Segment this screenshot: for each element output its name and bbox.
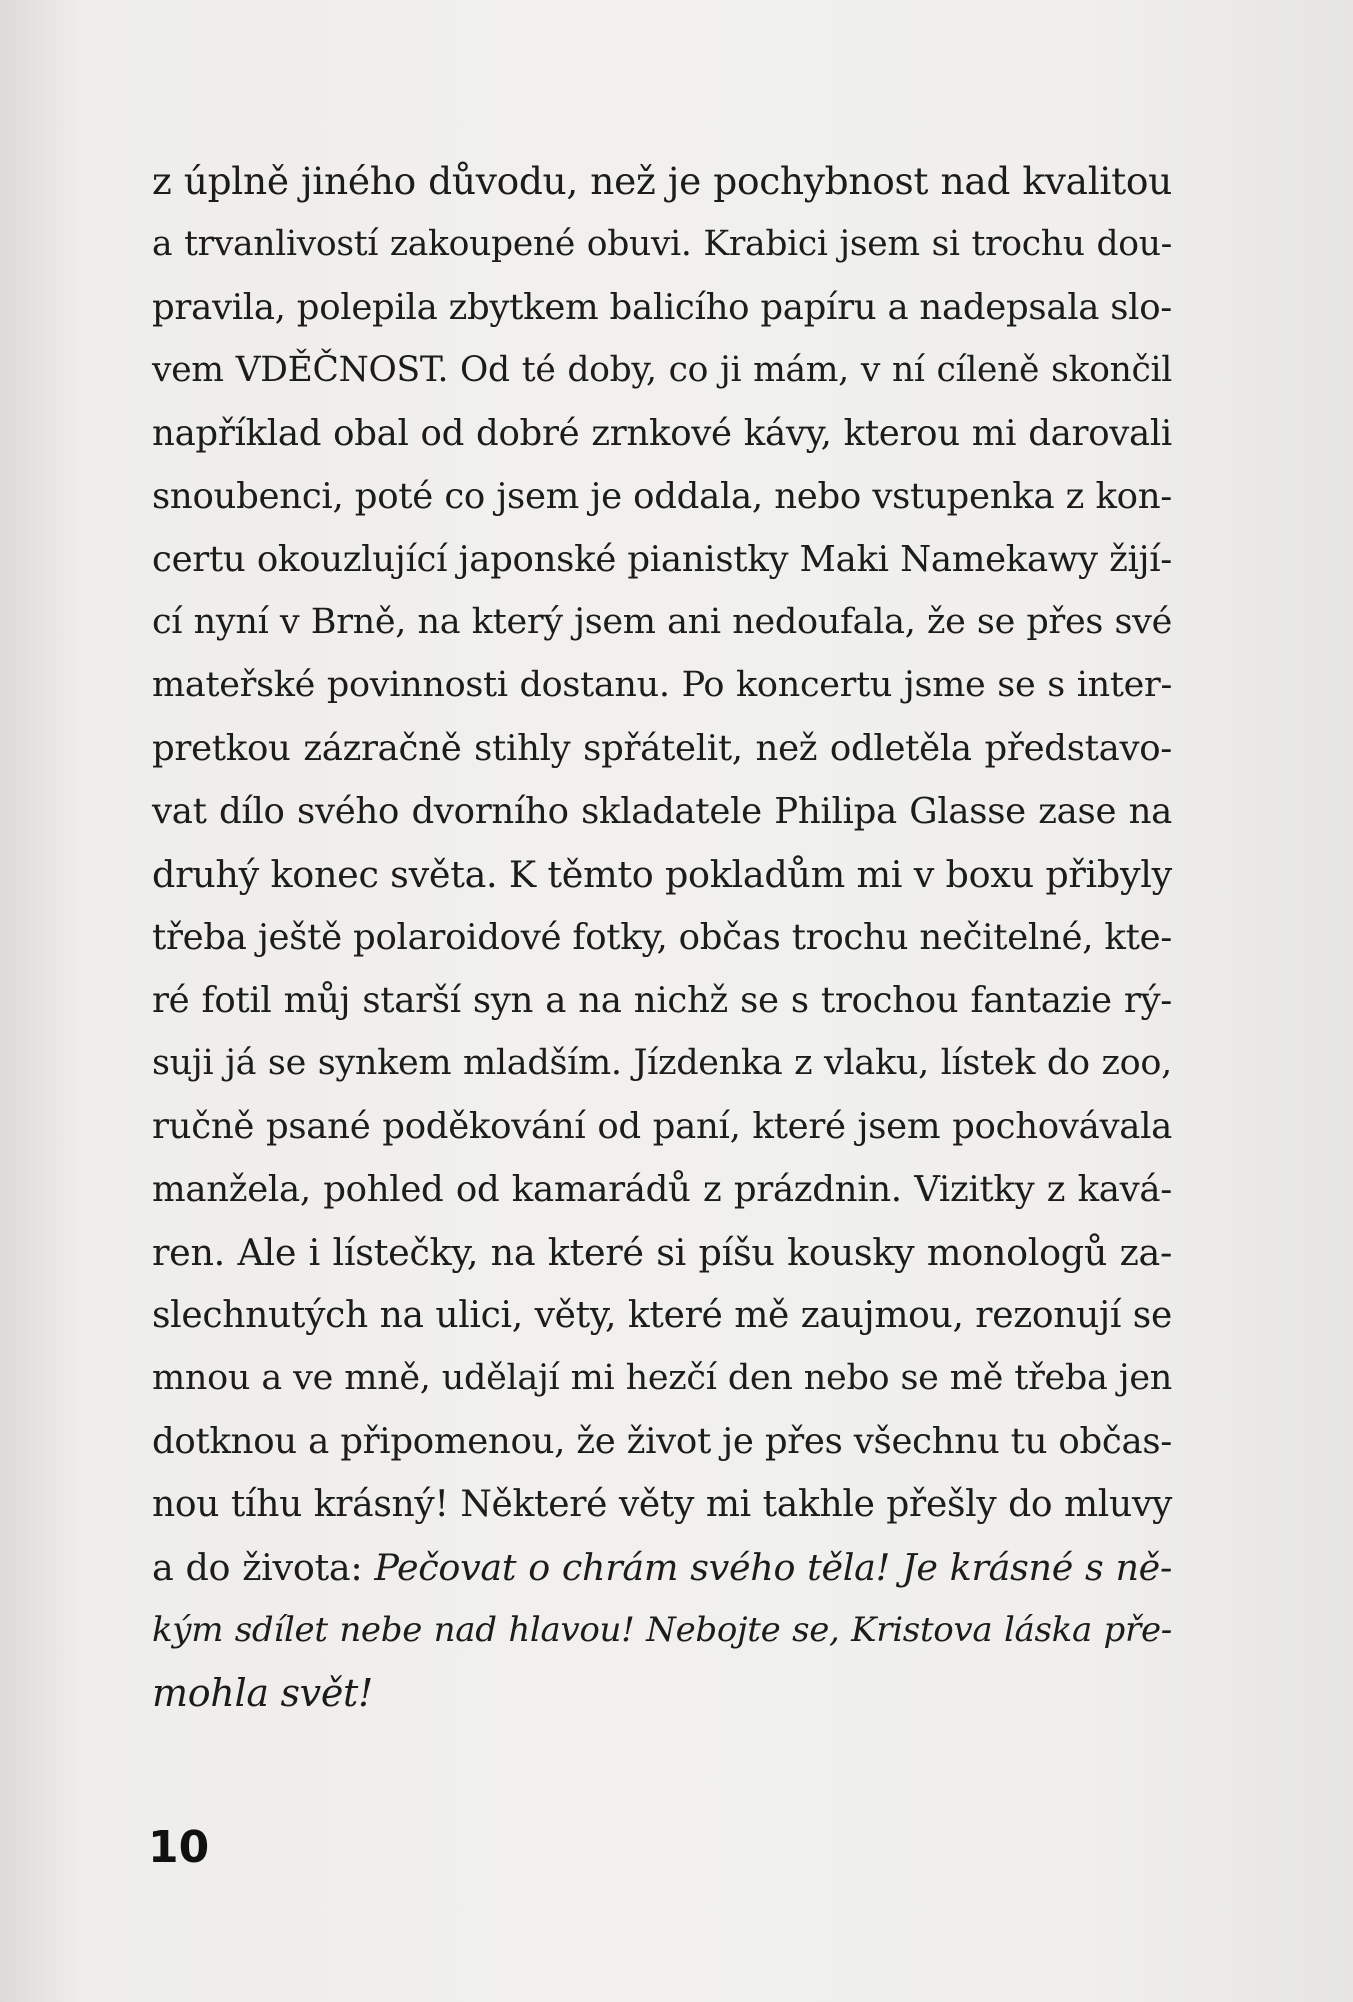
text-line: ren. Ale i lístečky, na které si píšu kousky monologů za- xyxy=(152,1231,1172,1274)
text-line: suji já se synkem mladším. Jízdenka z vlaku, lístek do zoo, xyxy=(152,1043,1172,1083)
text-line: slechnutých na ulici, věty, které mě zaujmou, rezonují se xyxy=(152,1295,1172,1336)
text-line: certu okouzlující japonské pianistky Maki Namekawy žijí- xyxy=(152,539,1172,580)
text-line: snoubenci, poté co jsem je oddala, nebo vstupenka z kon- xyxy=(152,476,1172,517)
text-line: pravila, polepila zbytkem balicího papíru a nadepsala slo- xyxy=(152,287,1172,328)
text-line: mateřské povinnosti dostanu. Po koncertu jsme se s inter- xyxy=(152,665,1172,705)
page-number: 10 xyxy=(148,1822,210,1873)
text-line: vem VDĚČNOST. Od té doby, co ji mám, v ní cíleně skončil xyxy=(152,350,1172,390)
text-line: ré fotil můj starší syn a na nichž se s trochou fantazie rý- xyxy=(152,980,1172,1021)
text-line: například obal od dobré zrnkové kávy, kterou mi darovali xyxy=(152,413,1172,454)
body-text xyxy=(152,150,1172,1725)
text-line-italic: kým sdílet nebe nad hlavou! Nebojte se, Kristova láska pře- xyxy=(152,1610,1172,1650)
text-line-italic: mohla svět! xyxy=(152,1671,373,1715)
text-line: třeba ještě polaroidové fotky, občas trochu nečitelné, kte- xyxy=(152,917,1172,958)
text-line: nou tíhu krásný! Některé věty mi takhle přešly do mluvy xyxy=(152,1484,1172,1525)
text-line-mixed xyxy=(152,1536,1172,1599)
text-line: manžela, pohled od kamarádů z prázdnin. Vizitky z kavá- xyxy=(152,1169,1172,1210)
text-line: mnou a ve mně, udělají mi hezčí den nebo se mě třeba jen xyxy=(152,1358,1172,1398)
text-line: cí nyní v Brně, na který jsem ani nedoufala, že se přes své xyxy=(152,602,1172,642)
text-line: z úplně jiného důvodu, než je pochybnost nad kvalitou xyxy=(152,159,1172,203)
text-line: ručně psané poděkování od paní, které jsem pochovávala xyxy=(152,1106,1172,1147)
text-line: a trvanlivostí zakoupené obuvi. Krabici jsem si trochu dou- xyxy=(152,224,1172,264)
text-line: pretkou zázračně stihly spřátelit, než odletěla představo- xyxy=(152,728,1172,769)
text-line: dotknou a připomenou, že život je přes všechnu tu občas- xyxy=(152,1421,1172,1462)
text-line: vat dílo svého dvorního skladatele Philipa Glasse zase na xyxy=(152,791,1172,832)
text-line: druhý konec světa. K těmto pokladům mi v boxu přibyly xyxy=(152,853,1172,896)
text-segment-regular: a do života: xyxy=(152,1546,375,1589)
text-segment-italic: Pečovat o chrám svého těla! Je krásné s ně- xyxy=(374,1546,1172,1589)
